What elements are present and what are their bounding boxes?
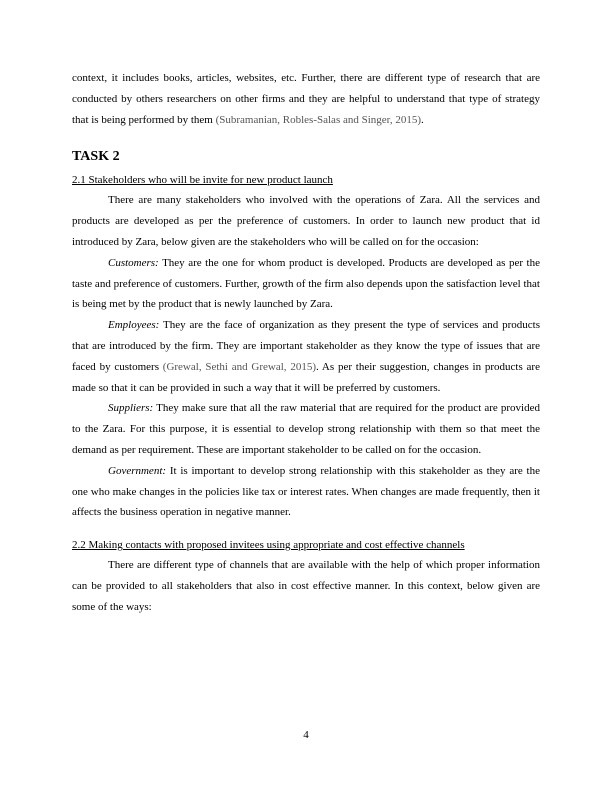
government-label: Government: [108,464,167,477]
employees-paragraph [72,315,540,398]
intro-end: . [421,113,424,126]
intro-paragraph [72,68,540,130]
section-2-1-heading: 2.1 Stakeholders who will be invite for new product launch [72,174,333,187]
suppliers-text: They make sure that all the raw material that are required for the product are provided to the Zara. For this purpose, it is essential to develop strong relationship with them so that meet the demand as per requirement. These are important stakeholder to be called on for the occasion. [72,402,540,456]
page-number: 4 [303,729,309,741]
task-heading: TASK 2 [72,149,120,165]
section-2-2-text: There are different type of channels that are available with the help of which proper information can be provided to all stakeholders that also in cost effective manner. In this context, below given are some of the ways: [72,559,540,613]
customers-paragraph [72,253,540,315]
customers-label: Customers: [108,256,159,269]
employees-label: Employees: [108,319,160,332]
suppliers-label: Suppliers: [108,402,154,415]
employees-text-2: . As per their suggestion, changes in products are made so that it can be provided in such a way that it will be preferred by customers. [72,360,540,394]
employees-text-1: They are the face of organization as they present the type of services and products that are introduced by the firm. They are important stakeholder as they know the type of issues that are faced by customers [72,319,540,373]
intro-text: context, it includes books, articles, websites, etc. Further, there are different type of research that are conducted by others researchers on other firms and they are helpful to understand that type of strategy that is being performed by them [72,72,540,126]
employees-citation: (Grewal, Sethi and Grewal, 2015) [162,360,316,373]
customers-text: They are the one for whom product is developed. Products are developed as per the taste and preference of customers. Further, growth of the firm also depends upon the satisfaction level that is being met by the product that is newly launched by Zara. [72,256,540,311]
document-page [72,68,540,618]
section-2-1-intro: There are many stakeholders who involved with the operations of Zara. All the services and products are developed as per the preference of customers. In order to launch new product that id introduced by Zara, below given are the stakeholders who will be called on for the occasion: [72,194,540,248]
suppliers-paragraph [72,398,540,460]
government-paragraph [72,461,540,523]
section-2-2-heading: 2.2 Making contacts with proposed invitees using appropriate and cost effective channels [72,539,465,552]
intro-citation: (Subramanian, Robles-Salas and Singer, 2015) [215,113,422,126]
government-text: It is important to develop strong relationship with this stakeholder as they are the one who make changes in the policies like tax or interest rates. When changes are made frequently, then it affects the business operation in negative manner. [72,464,540,519]
